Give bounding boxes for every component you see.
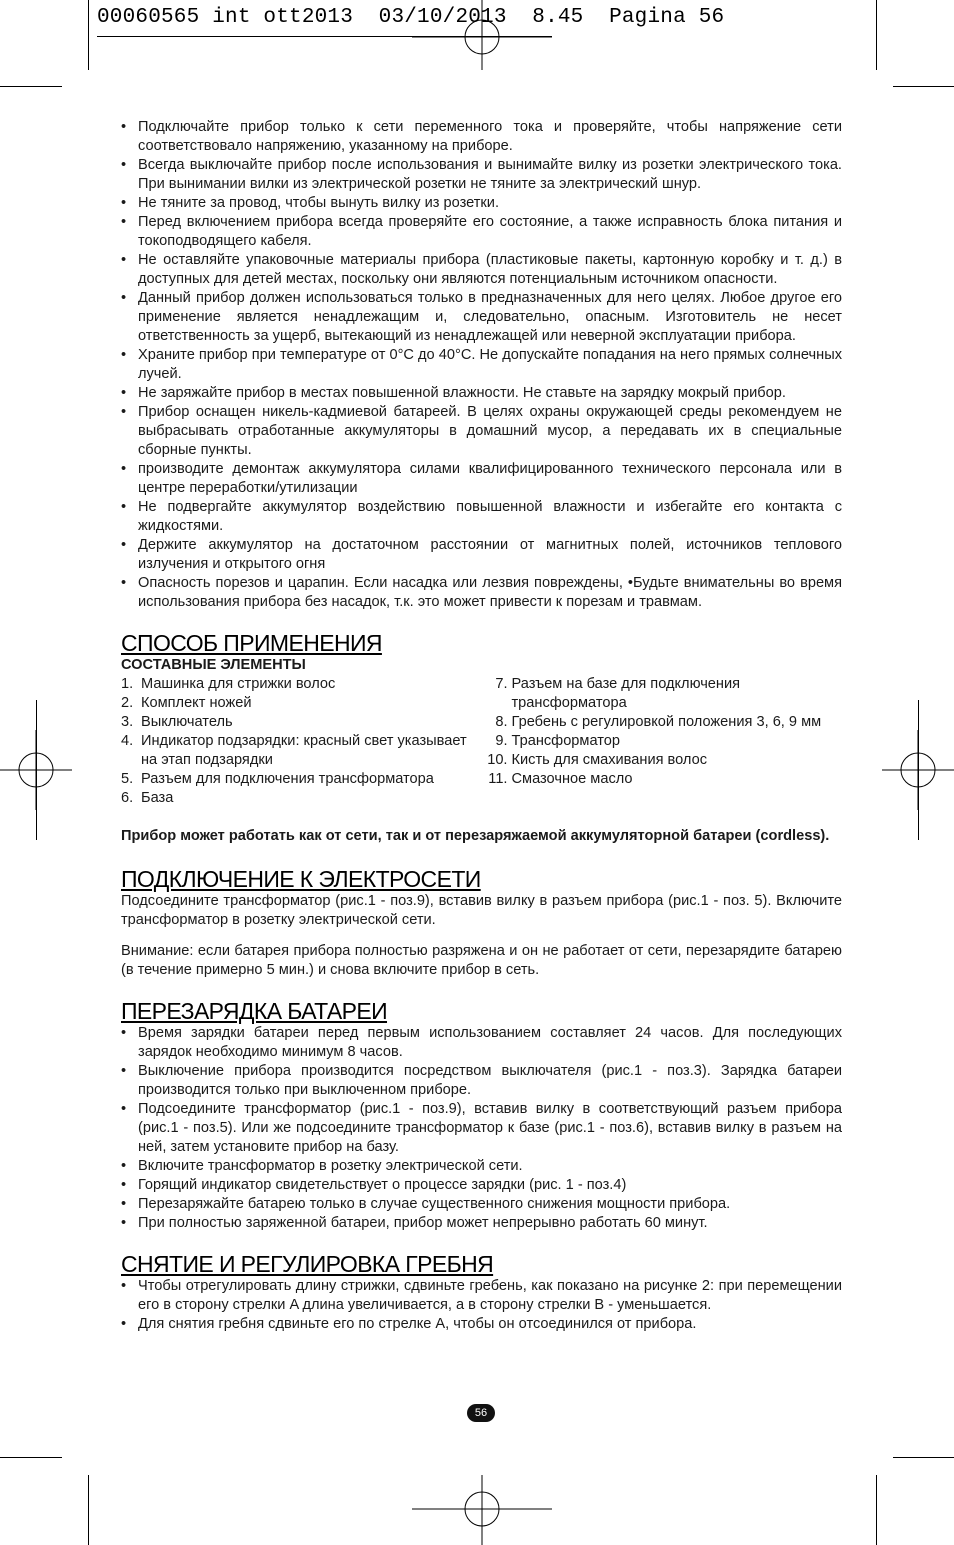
component-item — [482, 770, 843, 789]
page-number-badge: 56 — [467, 1404, 495, 1422]
list-item: • Горящий индикатор свидетельствует о процессе зарядки (рис. 1 - поз.4) — [121, 1176, 842, 1195]
crop-mark-top-left-h — [0, 86, 62, 87]
component-item — [121, 694, 482, 713]
power-paragraph-1: Подсоедините трансформатор (рис.1 - поз.9), вставив вилку в разъем прибора (рис.1 - поз. 5). Включите трансформатор в розетку электрической сети. — [121, 893, 842, 928]
components-left-column — [121, 675, 482, 808]
component-label: Выключатель — [141, 714, 233, 730]
component-label: Гребень с регулировкой положения 3, 6, 9 мм — [511, 714, 822, 730]
list-item: • Чтобы отрегулировать длину стрижки, сдвиньте гребень, как показано на рисунке 2: при перемещении его в сторону стрелки A длина увеличивается, а в сторону стрелки B - уменьшается. — [121, 1277, 842, 1315]
component-item — [482, 675, 843, 713]
list-item: • Опасность порезов и царапин. Если насадка или лезвия повреждены, •Будьте внимательны во время использования прибора без насадок, т.к. это может привести к порезам и травмам. — [121, 574, 842, 612]
registration-mark-right-icon — [874, 730, 954, 810]
list-item: • Прибор оснащен никель-кадмиевой батареей. В целях охраны окружающей среды рекомендуем не выбрасывать отработанные аккумуляторы в домашний мусор, а передавать их в специальные сборные пункты. — [121, 403, 842, 460]
crop-mark-bottom-left — [88, 1475, 89, 1545]
crop-mark-top-left — [88, 0, 89, 70]
component-label: Смазочное масло — [511, 771, 633, 787]
list-item: • Не подвергайте аккумулятор воздействию повышенной влажности и избегайте его контакта с жидкостями. — [121, 498, 842, 536]
component-number: 8. — [495, 714, 508, 730]
component-label: Машинка для стрижки волос — [141, 676, 336, 692]
list-item: • Выключение прибора производится посредством выключателя (рис.1 - поз.3). Зарядка батареи производится только при выключенном приборе. — [121, 1062, 842, 1100]
component-label: Трансформатор — [511, 733, 621, 749]
component-label: База — [141, 790, 174, 806]
component-number: 6. — [121, 790, 134, 806]
comb-list — [121, 1277, 842, 1334]
component-number: 5. — [121, 771, 134, 787]
component-item — [121, 713, 482, 732]
cordless-note: Прибор может работать как от сети, так и от перезаряжаемой аккумуляторной батареи (cordless). — [121, 828, 830, 844]
list-item: • Подключайте прибор только к сети переменного тока и проверяйте, чтобы напряжение сети соответствовало напряжению, указанному на приборе. — [121, 118, 842, 156]
components-title: СОСТАВНЫЕ ЭЛЕМЕНТЫ — [121, 657, 306, 673]
component-item — [482, 732, 843, 751]
safety-list — [121, 118, 842, 612]
list-item: • Для снятия гребня сдвиньте его по стрелке A, чтобы он отсоединился от прибора. — [121, 1315, 842, 1334]
crop-mark-top-right-h — [893, 86, 954, 87]
list-item: • Время зарядки батареи перед первым использованием составляет 24 часов. Для последующих зарядок необходимо минимум 8 часов. — [121, 1024, 842, 1062]
list-item: • Всегда выключайте прибор после использования и вынимайте вилку из розетки электрического тока. При вынимании вилки из электрической розетки не тяните за электрический шнур. — [121, 156, 842, 194]
list-item: • Включите трансформатор в розетку электрической сети. — [121, 1157, 842, 1176]
component-label: Кисть для смахивания волос — [511, 752, 708, 768]
list-item: • производите демонтаж аккумулятора силами квалифицированного технического персонала или в центре переработки/утилизации — [121, 460, 842, 498]
component-label: Индикатор подзарядки: красный свет указывает на этап подзарядки — [141, 733, 467, 768]
list-item: • Подсоедините трансформатор (рис.1 - поз.9), вставив вилку в соответствующий разъем прибора (рис.1 - поз.5). Или же подсоедините трансформатор к базе (рис.1 - поз.6), вставив вилку в разъем на ней, затем установите прибор на базу. — [121, 1100, 842, 1157]
component-number: 10. — [487, 752, 508, 768]
page-content — [121, 118, 842, 1334]
power-title: ПОДКЛЮЧЕНИЕ К ЭЛЕКТРОСЕТИ — [121, 866, 481, 892]
crop-mark-bottom-left-h — [0, 1457, 62, 1458]
component-number: 9. — [495, 733, 508, 749]
components-right-column — [482, 675, 843, 808]
crop-mark-bottom-right — [876, 1475, 877, 1545]
list-item: • Храните прибор при температуре от 0°C до 40°C. Не допускайте попадания на него прямых солнечных лучей. — [121, 346, 842, 384]
components-list — [121, 675, 842, 808]
component-label: Разъем для подключения трансформатора — [141, 771, 434, 787]
list-item: • Не оставляйте упаковочные материалы прибора (пластиковые пакеты, картонную коробку и т. д.) в доступных для детей местах, поскольку они являются потенциальным источником опасности. — [121, 251, 842, 289]
power-paragraph-2: Внимание: если батарея прибора полностью разряжена и он не работает от сети, перезарядите батарею (в течение примерно 5 мин.) и снова включите прибор в сеть. — [121, 943, 842, 978]
component-item — [482, 751, 843, 770]
print-slug: 00060565 int ott2013 03/10/2013 8.45 Pagina 56 — [97, 6, 725, 29]
registration-mark-top-icon — [412, 0, 552, 72]
list-item: • Перезаряжайте батарею только в случае существенного снижения мощности прибора. — [121, 1195, 842, 1214]
usage-title: СПОСОБ ПРИМЕНЕНИЯ — [121, 630, 382, 656]
registration-mark-bottom-icon — [412, 1473, 552, 1545]
comb-title: СНЯТИЕ И РЕГУЛИРОВКА ГРЕБНЯ — [121, 1251, 494, 1277]
list-item: • Не заряжайте прибор в местах повышенной влажности. Не ставьте на зарядку мокрый прибор. — [121, 384, 842, 403]
crop-mark-bottom-right-h — [893, 1457, 954, 1458]
registration-mark-left-icon — [0, 730, 80, 810]
component-item — [482, 713, 843, 732]
crop-mark-top-right — [876, 0, 877, 70]
component-number: 2. — [121, 695, 134, 711]
list-item: • Не тяните за провод, чтобы вынуть вилку из розетки. — [121, 194, 842, 213]
component-label: Разъем на базе для подключения трансформатора — [511, 676, 741, 711]
component-label: Комплект ножей — [141, 695, 252, 711]
charging-title: ПЕРЕЗАРЯДКА БАТАРЕИ — [121, 998, 388, 1024]
charging-list — [121, 1024, 842, 1233]
component-item — [121, 732, 482, 770]
component-number: 1. — [121, 676, 134, 692]
list-item: • Данный прибор должен использоваться только в предназначенных для него целях. Любое другое его применение является ненадлежащим и, следовательно, опасным. Изготовитель не несет ответственность за ущерб, вытекающий из ненадлежащей или неверной эксплуатации прибора. — [121, 289, 842, 346]
list-item: • Держите аккумулятор на достаточном расстоянии от магнитных полей, источников теплового излучения и открытого огня — [121, 536, 842, 574]
component-number: 4. — [121, 733, 134, 749]
list-item: • Перед включением прибора всегда проверяйте его состояние, а также исправность блока питания и токоподводящего кабеля. — [121, 213, 842, 251]
component-item — [121, 675, 482, 694]
list-item: • При полностью заряженной батареи, прибор может непрерывно работать 60 минут. — [121, 1214, 842, 1233]
component-number: 11. — [488, 771, 508, 787]
component-number: 7. — [495, 676, 508, 692]
component-number: 3. — [121, 714, 134, 730]
component-item — [121, 770, 482, 789]
component-item — [121, 789, 482, 808]
